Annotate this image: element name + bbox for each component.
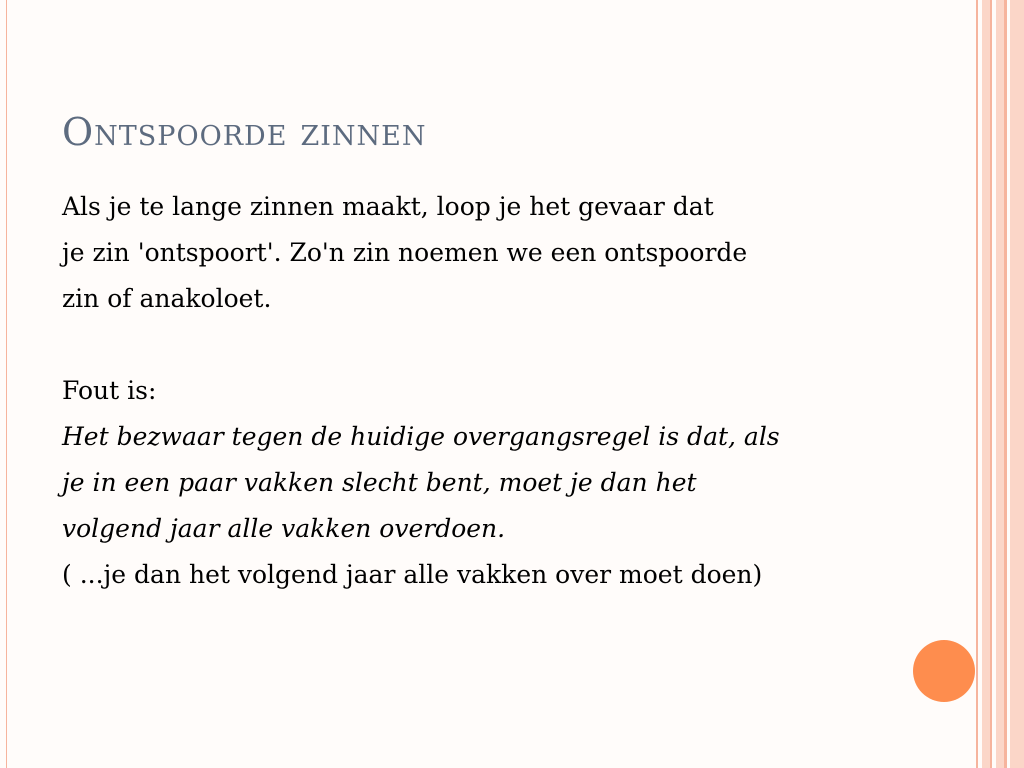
left-border-line [6, 0, 7, 768]
intro-line: Als je te lange zinnen maakt, loop je het gevaar dat [62, 192, 714, 221]
intro-line: je zin 'ontspoort'. Zo'n zin noemen we een ontspoorde [62, 238, 748, 267]
paragraph-spacer [62, 322, 942, 368]
decorative-stripe [976, 0, 978, 768]
accent-dot [913, 640, 975, 702]
correction-line: ( ...je dan het volgend jaar alle vakken over moet doen) [62, 560, 763, 589]
decorative-stripe [996, 0, 1004, 768]
wrong-label: Fout is: [62, 376, 157, 405]
example-line: Het bezwaar tegen de huidige overgangsregel is dat, als [62, 422, 780, 451]
intro-line: zin of anakoloet. [62, 284, 272, 313]
example-line: je in een paar vakken slecht bent, moet je dan het [62, 468, 697, 497]
example-line: volgend jaar alle vakken overdoen. [62, 514, 506, 543]
decorative-stripe [990, 0, 992, 768]
slide-title: Ontspoorde zinnen [62, 110, 427, 154]
decorative-stripe [1004, 0, 1007, 768]
decorative-stripe [1010, 0, 1024, 768]
slide-body [62, 184, 942, 598]
decorative-stripe [982, 0, 990, 768]
